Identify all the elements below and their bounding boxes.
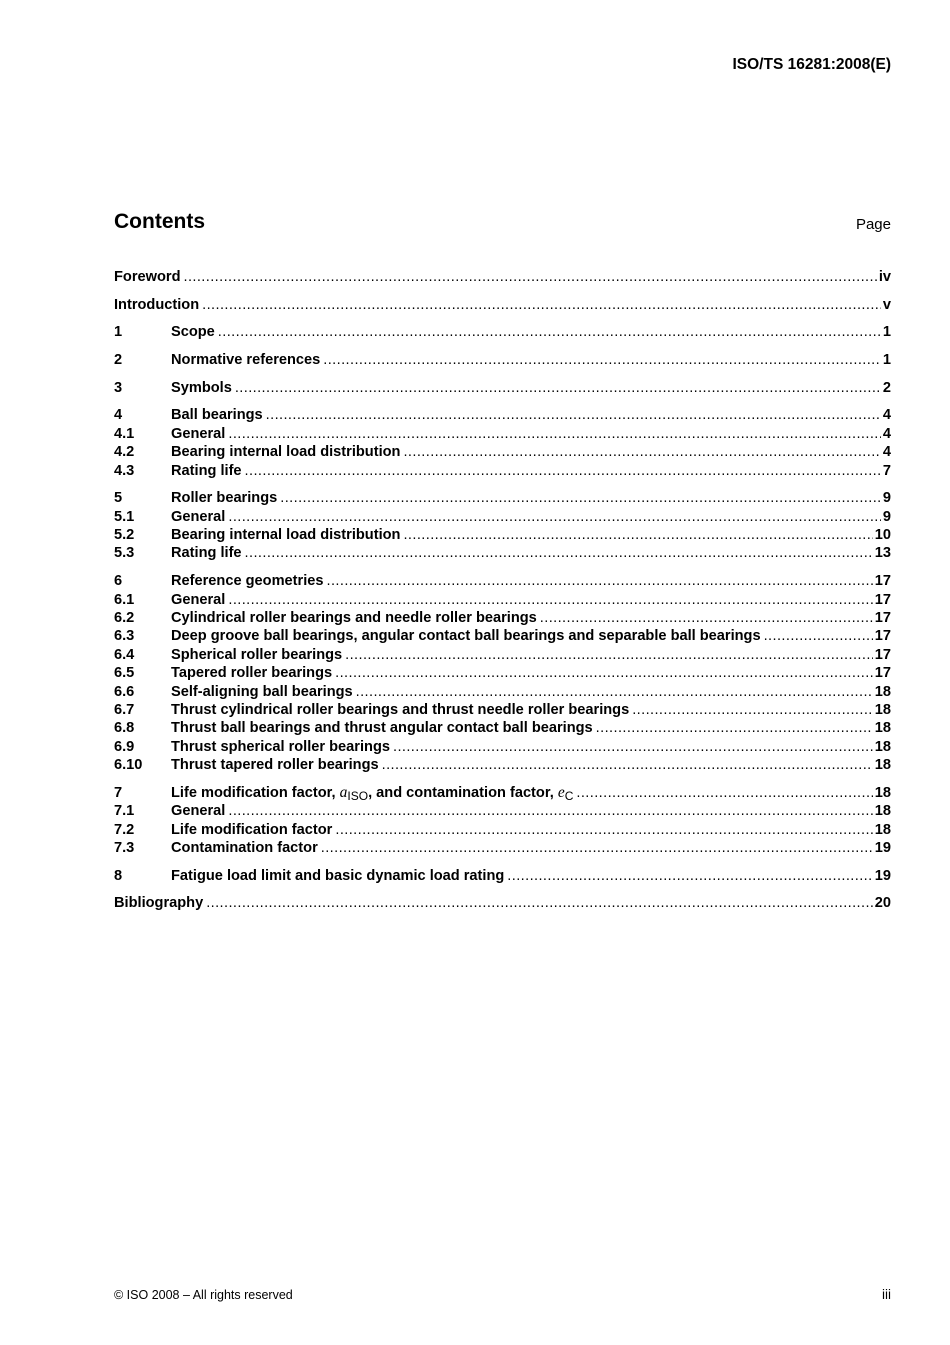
toc-entry-page: 18 [874, 683, 891, 700]
toc-entry-title: General [171, 803, 226, 820]
toc-entry-8[interactable] [114, 867, 891, 885]
dot-leader [228, 802, 872, 820]
dot-leader [218, 323, 881, 341]
toc-entry-page: 7 [882, 462, 891, 479]
dot-leader [596, 719, 873, 737]
toc-entry-number: 4.3 [114, 462, 135, 479]
toc-entry-5[interactable] [114, 489, 891, 507]
toc-entry-4[interactable] [114, 406, 891, 424]
toc-entry-page: 20 [874, 895, 891, 912]
title-text-part-1: Life modification factor, [171, 784, 340, 801]
dot-leader [345, 646, 873, 664]
toc-entry-title: Thrust ball bearings and thrust angular contact ball bearings [171, 720, 593, 737]
toc-entry-page: 17 [874, 573, 891, 590]
dot-leader [335, 821, 872, 839]
title-text-part-2: , and contamination factor, [368, 784, 558, 801]
symbol-a: a [339, 783, 348, 801]
toc-entry-page: v [882, 296, 891, 313]
dot-leader [327, 572, 873, 590]
toc-entry-page: 17 [874, 591, 891, 608]
toc-entry-6-10[interactable] [114, 756, 891, 774]
toc-entry-6-9[interactable] [114, 738, 891, 756]
toc-entry-number: 5.3 [114, 545, 135, 562]
toc-entry-bibliography[interactable] [114, 894, 891, 912]
toc-entry-number: 7.3 [114, 839, 135, 856]
toc-entry-page: 13 [874, 545, 891, 562]
toc-entry-7-2[interactable] [114, 821, 891, 839]
dot-leader [321, 839, 873, 857]
dot-leader [202, 296, 881, 314]
toc-group-bibliography [114, 894, 891, 912]
toc-entry-page: 18 [874, 701, 891, 718]
toc-entry-page: 4 [882, 407, 891, 424]
toc-entry-number: 6.10 [114, 757, 143, 774]
toc-entry-title: Tapered roller bearings [171, 665, 333, 682]
toc-entry-number: 6.1 [114, 591, 135, 608]
toc-entry-6-8[interactable] [114, 719, 891, 737]
dot-leader [382, 756, 873, 774]
toc-entry-number: 2 [114, 352, 123, 369]
toc-entry-6[interactable] [114, 572, 891, 590]
toc-group-foreword [114, 268, 891, 286]
toc-entry-title: Bearing internal load distribution [171, 444, 401, 461]
dot-leader [403, 443, 880, 461]
toc-entry-5-1[interactable] [114, 508, 891, 526]
toc-entry-page: 9 [882, 508, 891, 525]
toc-entry-number: 5.2 [114, 527, 135, 544]
toc-entry-title: Roller bearings [171, 490, 278, 507]
toc-entry-5-3[interactable] [114, 544, 891, 562]
toc-entry-number: 6.8 [114, 720, 135, 737]
dot-leader [228, 591, 872, 609]
dot-leader [540, 609, 873, 627]
toc-entry-title: Contamination factor [171, 839, 318, 856]
toc-entry-title: Life modification factor [171, 821, 333, 838]
toc-entry-title: Spherical roller bearings [171, 646, 343, 663]
toc-entry-6-6[interactable] [114, 683, 891, 701]
toc-entry-title: Introduction [114, 296, 200, 313]
toc-entry-title: Thrust spherical roller bearings [171, 738, 390, 755]
toc-entry-1[interactable] [114, 323, 891, 341]
toc-entry-6-2[interactable] [114, 609, 891, 627]
dot-leader [245, 544, 873, 562]
toc-entry-introduction[interactable] [114, 296, 891, 314]
toc-entry-page: 1 [882, 324, 891, 341]
toc-entry-title: Normative references [171, 352, 321, 369]
toc-entry-number: 6.5 [114, 665, 135, 682]
toc-entry-number: 8 [114, 867, 123, 884]
toc-entry-title: Thrust tapered roller bearings [171, 757, 379, 774]
toc-entry-page: 1 [882, 352, 891, 369]
toc-entry-page: 19 [874, 839, 891, 856]
toc-entry-page: 9 [882, 490, 891, 507]
contents-heading: Contents [114, 210, 205, 233]
subscript-c: C [564, 788, 574, 803]
toc-entry-page: 18 [874, 720, 891, 737]
subscript-iso: ISO [347, 788, 369, 803]
toc-entry-title: Self-aligning ball bearings [171, 683, 353, 700]
dot-leader [632, 701, 873, 719]
dot-leader [403, 526, 872, 544]
toc-entry-number: 6.9 [114, 738, 135, 755]
toc-entry-7-3[interactable] [114, 839, 891, 857]
toc-entry-6-3[interactable] [114, 627, 891, 645]
toc-entry-number: 6.3 [114, 628, 135, 645]
toc-entry-title: Cylindrical roller bearings and needle roller bearings [171, 609, 537, 626]
toc-entry-number: 5.1 [114, 508, 135, 525]
symbol-e: e [557, 783, 565, 801]
toc-entry-page: 18 [874, 803, 891, 820]
toc-entry-6-1[interactable] [114, 591, 891, 609]
toc-entry-number: 6.4 [114, 646, 135, 663]
toc-group-1 [114, 323, 891, 341]
toc-group-4 [114, 406, 891, 480]
toc-entry-6-7[interactable] [114, 701, 891, 719]
toc-entry-title: Bibliography [114, 895, 204, 912]
dot-leader [335, 664, 873, 682]
dot-leader [183, 268, 876, 286]
document-reference: ISO/TS 16281:2008(E) [732, 56, 891, 73]
dot-leader [323, 351, 881, 369]
page-column-label: Page [855, 216, 891, 233]
toc-entry-7[interactable] [114, 784, 891, 802]
toc-entry-6-4[interactable] [114, 646, 891, 664]
toc-entry-6-5[interactable] [114, 664, 891, 682]
toc-entry-2[interactable] [114, 351, 891, 369]
toc-entry-4-2[interactable] [114, 443, 891, 461]
table-of-contents [114, 268, 891, 922]
toc-entry-title: General [171, 591, 226, 608]
dot-leader [576, 784, 872, 802]
toc-entry-page: 17 [874, 665, 891, 682]
toc-entry-4-3[interactable] [114, 462, 891, 480]
dot-leader [507, 867, 872, 885]
toc-group-8 [114, 867, 891, 885]
toc-entry-page: 17 [874, 609, 891, 626]
toc-entry-page: iv [878, 269, 891, 285]
toc-entry-number: 4.2 [114, 444, 135, 461]
toc-entry-page: 4 [882, 425, 891, 442]
toc-entry-title: Scope [171, 324, 215, 341]
toc-entry-number: 3 [114, 379, 123, 396]
toc-entry-number: 6 [114, 573, 123, 590]
toc-group-3 [114, 379, 891, 397]
toc-entry-title: General [171, 508, 226, 525]
toc-entry-number: 7.2 [114, 821, 135, 838]
toc-entry-title: Ball bearings [171, 407, 263, 424]
dot-leader [266, 406, 881, 424]
toc-group-7 [114, 784, 891, 858]
toc-entry-title: Reference geometries [171, 573, 324, 590]
toc-entry-number: 6.6 [114, 683, 135, 700]
dot-leader [235, 379, 881, 397]
toc-entry-page: 18 [874, 784, 891, 801]
toc-group-introduction [114, 296, 891, 314]
dot-leader [206, 894, 873, 912]
toc-entry-title: Rating life [171, 462, 242, 479]
toc-entry-page: 17 [874, 628, 891, 645]
toc-entry-number: 4.1 [114, 425, 135, 442]
toc-entry-5-2[interactable] [114, 526, 891, 544]
dot-leader [228, 508, 881, 526]
toc-entry-page: 19 [874, 867, 891, 884]
toc-entry-title: Foreword [114, 269, 181, 285]
toc-entry-page: 18 [874, 821, 891, 838]
toc-entry-title: Deep groove ball bearings, angular contact ball bearings and separable ball bearings [171, 628, 761, 645]
toc-entry-number: 6.2 [114, 609, 135, 626]
toc-entry-page: 4 [882, 444, 891, 461]
toc-entry-title: Symbols [171, 379, 232, 396]
toc-entry-number: 5 [114, 490, 123, 507]
toc-entry-foreword[interactable] [114, 268, 891, 286]
copyright-notice: © ISO 2008 – All rights reserved [114, 1288, 293, 1302]
toc-entry-page: 17 [874, 646, 891, 663]
toc-entry-page: 18 [874, 757, 891, 774]
toc-group-5 [114, 489, 891, 563]
toc-entry-title: General [171, 425, 226, 442]
toc-entry-7-1[interactable] [114, 802, 891, 820]
toc-group-6 [114, 572, 891, 774]
dot-leader [393, 738, 873, 756]
toc-entry-number: 7.1 [114, 803, 135, 820]
toc-group-2 [114, 351, 891, 369]
page-number: iii [882, 1287, 891, 1302]
dot-leader [280, 489, 881, 507]
toc-entry-number: 1 [114, 324, 123, 341]
dot-leader [228, 425, 881, 443]
toc-entry-4-1[interactable] [114, 425, 891, 443]
toc-entry-number: 7 [114, 784, 123, 801]
toc-entry-page: 18 [874, 738, 891, 755]
toc-entry-title: Thrust cylindrical roller bearings and thrust needle roller bearings [171, 701, 630, 718]
toc-entry-title: Bearing internal load distribution [171, 527, 401, 544]
dot-leader [764, 627, 873, 645]
toc-entry-number: 4 [114, 407, 123, 424]
toc-entry-page: 10 [874, 527, 891, 544]
toc-entry-title: Rating life [171, 545, 242, 562]
toc-entry-3[interactable] [114, 379, 891, 397]
dot-leader [356, 683, 873, 701]
toc-entry-page: 2 [882, 379, 891, 396]
dot-leader [245, 462, 881, 480]
toc-entry-number: 6.7 [114, 701, 135, 718]
toc-entry-title: Fatigue load limit and basic dynamic load rating [171, 867, 505, 884]
